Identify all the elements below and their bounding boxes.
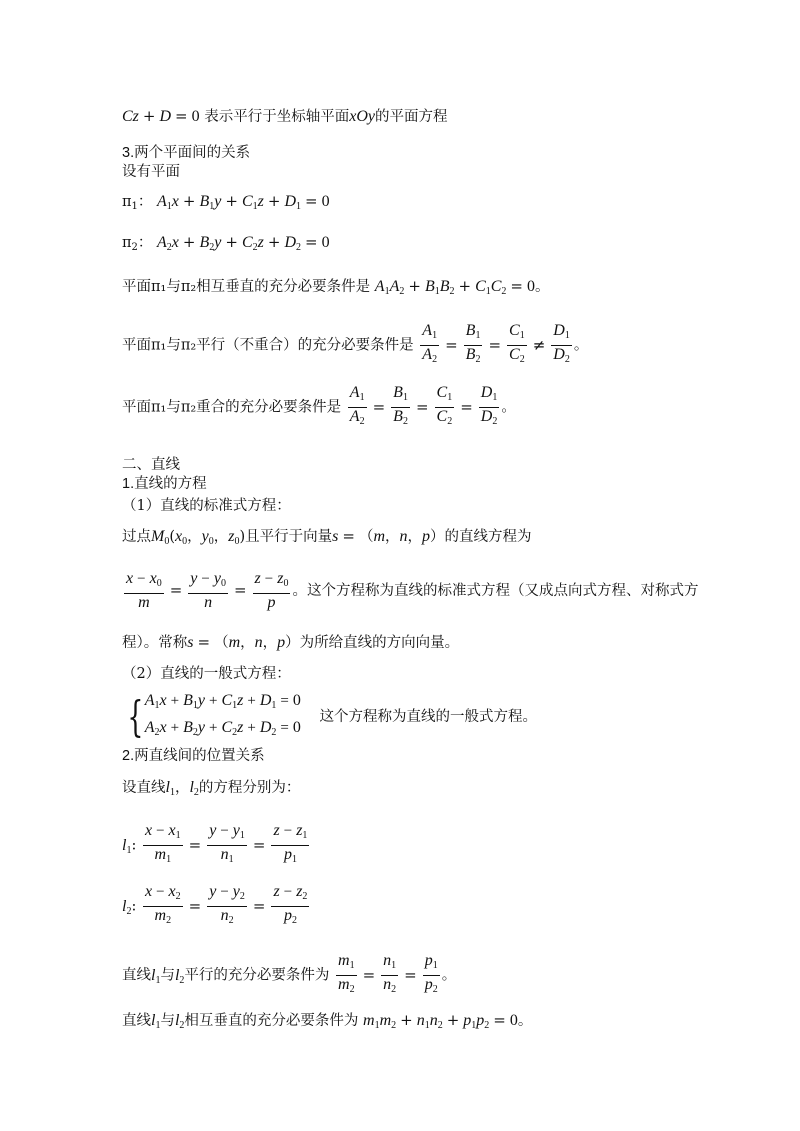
line-l2-equation: $l_2$: $\frac{x - x_2}{m_2}$ = $\frac{y - y_2}{n_2}$ = $\frac{z - z_2}{p_2}$ <box>122 883 311 930</box>
plane-parallel-xoy-line: Cz + D = 0 表示平行于坐标轴平面xOy的平面方程 <box>122 107 448 125</box>
heading-two-lines: 2.两直线间的位置关系 <box>122 748 265 764</box>
planes-perpendicular-condition: 平面π₁与π₂相互垂直的充分必要条件是 $A_1A_2 + B_1B_2 + C_1C_2 = 0$。 <box>122 277 550 297</box>
through-point-line: 过点$M_0(x_0$，$y_0$，$z_0$)且平行于向量s = （m，n，p）的直线方程为 <box>122 527 532 547</box>
subheading-general-form: （2）直线的一般式方程： <box>122 666 291 682</box>
section-line-heading: 二、直线 <box>122 457 180 473</box>
direction-vector-line: 程）。常称s = （m，n，p）为所给直线的方向向量。 <box>122 633 460 651</box>
lines-perpendicular-condition: 直线$l_1$与$l_2$相互垂直的充分必要条件为 $m_1m_2 + n_1n_2 + p_1p_2 = 0$。 <box>122 1011 533 1031</box>
heading-line-equation: 1.直线的方程 <box>122 476 207 492</box>
general-form-system: { $A_1x + B_1y + C_1z + D_1 = 0$ $A_2x + B_2y + C_2z + D_2 = 0$ 这个方程称为直线的一般式方程。 <box>127 692 537 741</box>
plane-pi1-equation: $\pi_1$： $A_1x + B_1y + C_1z + D_1 = 0$ <box>122 192 330 212</box>
standard-form-equation: $\frac{x - x_0}{m}$ = $\frac{y - y_0}{n}$ = $\frac{z - z_0}{p}$ 。这个方程称为直线的标准式方程（又成点向式方程、对称式方 <box>126 570 699 611</box>
heading-two-planes: 3.两个平面间的关系 <box>122 145 251 161</box>
line-l1-equation: $l_1$: $\frac{x - x_1}{m_1}$ = $\frac{y - y_1}{n_1}$ = $\frac{z - z_1}{p_1}$ <box>122 822 311 869</box>
lines-setup: 设直线$l_1$，$l_2$的方程分别为： <box>122 779 301 798</box>
planes-coincide-condition: 平面π₁与π₂重合的充分必要条件是 $\frac{A_1}{A_2}$ = $\frac{B_1}{B_2}$ = $\frac{C_1}{C_2}$ = $\frac{D_1}{D_2}$ 。 <box>122 384 516 431</box>
setup-planes: 设有平面 <box>122 164 180 180</box>
subheading-standard-form: （1）直线的标准式方程： <box>122 498 291 514</box>
lines-parallel-condition: 直线$l_1$与$l_2$平行的充分必要条件为 $\frac{m_1}{m_2}$ = $\frac{n_1}{n_2}$ = $\frac{p_1}{p_2}$ 。 <box>122 952 456 999</box>
planes-parallel-condition: 平面π₁与π₂平行（不重合）的充分必要条件是 $\frac{A_1}{A_2}$ = $\frac{B_1}{B_2}$ = $\frac{C_1}{C_2}$ ≠ $\frac{D_1}{D_2}$ 。 <box>122 322 588 369</box>
plane-pi2-equation: $\pi_2$： $A_2x + B_2y + C_2z + D_2 = 0$ <box>122 233 330 253</box>
